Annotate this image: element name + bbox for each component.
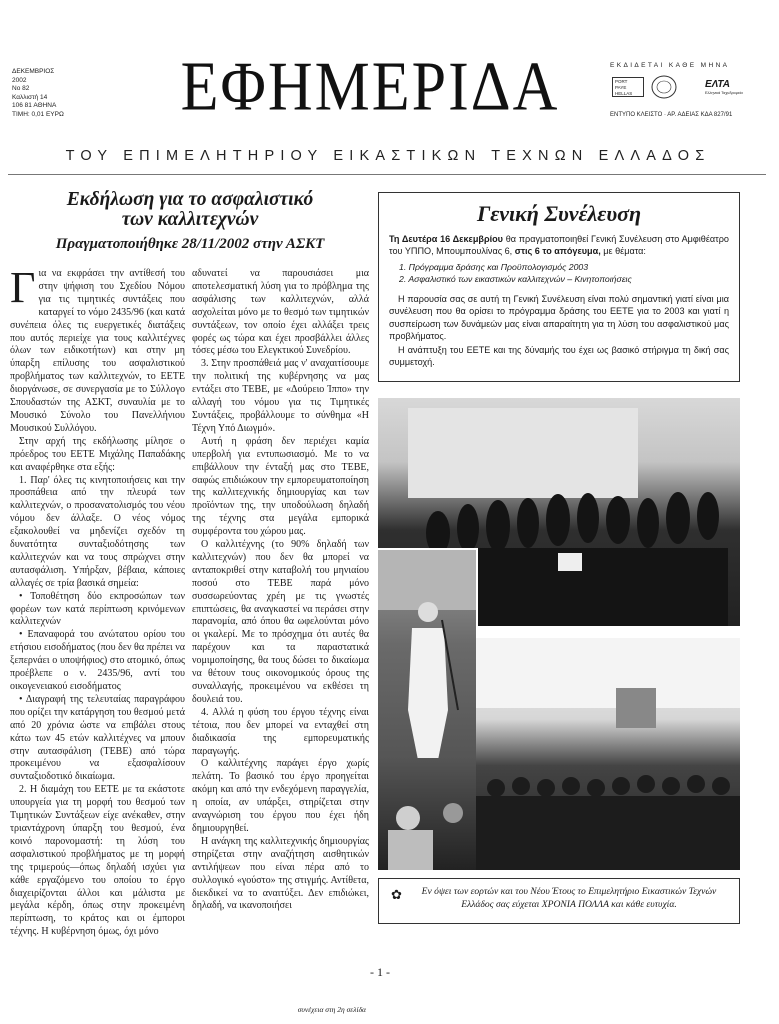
masthead-divider — [8, 174, 766, 175]
assembly-paragraph: Η ανάπτυξη του ΕΕΤΕ και της δύναμής του έχει ως βασικό στήριγμα τη δική σας συμμετοχή. — [389, 345, 729, 368]
article-paragraph: 1. Παρ' όλες τις κινητοποιήσεις και την προσπάθεια από την πλευρά των καλλιτεχνών, ο προσανατολισμός του νέου νόμου δεν άλλαξε. Ο νέος νόμος εξακολουθεί να μηδενίζει σχεδόν τη δυνατότητα συνταξιοδότησης των καλλιτεχνών και να τους σπρώχνει στην αυτασφάλιση. Υπήρξαν, βέβαια, κάποιες αλλαγές σε τρία βασικά σημεία: — [10, 474, 185, 589]
article-paragraph: Αυτή η φράση δεν περιέχει καμία υπερβολή για εντυπωσιασμό. Με το να επιβάλλουν την ένταξή μας στο ΤΕΒΕ, σαφώς επιδιώκουν την εμπορευματοποίηση της καλλιτεχνικής δημιουργίας και των προϊόντων της, την υποδούλωση δηλαδή της τέχνης στα μεγάλα εμπορικά συμφέροντα του χώρου μας. — [192, 435, 369, 538]
issue-number: Νο 82 — [12, 85, 30, 93]
issue-address-city: 106 81 ΑΘΗΝΑ — [12, 102, 57, 110]
audience-hall-photo — [476, 638, 740, 870]
article-paragraph: 4. Αλλά η φύση του έργου τέχνης είναι τέτοια, που δεν μπορεί να ενταχθεί στη διαδικασία της εμπορευματικής παραγωγής. — [192, 706, 369, 757]
article-paragraph: • Επαναφορά του ανώτατου ορίου του ετήσιου εισοδήματος (που δεν θα πρέπει να ξεπερνάει ο υποψήφιος) στο ατομικό, όπως προέβλεπε ο ν. 2435/96, αντί του οικογενειακού εισοδήματος — [10, 629, 186, 692]
agenda-item: 2. Ασφαλιστικό των εικαστικών καλλιτεχνών – Κινητοποιήσεις — [399, 274, 632, 284]
elta-logo: ΕΛΤΑ — [705, 79, 731, 90]
assembly-paragraph: Η παρουσία σας σε αυτή τη Γενική Συνέλευση είναι πολύ σημαντική γιατί είναι μια συνέλευση που θα ορίσει το πρόγραμμα δράσης του ΕΕΤΕ για το 2003 και γιατί η συσπείρωση των δυνάμεών μας είναι απαραίτητη για τη λύση του ασφαλιστικού μας προβλήματος. — [389, 294, 729, 341]
article-lead-text: ια να εκφράσει την αντίθεσή του στην ψήφιση του Σχεδίου Νόμου για τις τιμητικές συντάξεις που καταργεί το νόμο 2435/96 (και κατά συνέπεια όλες τις ευεργετικές διατάξεις που αυτός περιείχε για τους καλλιτέχνες όλων των ειδικοτήτων) και στην μη ύπαρξη επίλυσης του ασφαλιστικού προβλήματος των καλλιτεχνών, το ΕΕΤΕ διοργάνωσε, σε συνεργασία με το Σύλλογο Σπουδαστών της ΑΣΚΤ, συναυλία με το Μουσικό Σύνολο του Πανελλήνιου Μουσικού Συλλόγου. — [10, 268, 185, 434]
assembly-body — [389, 293, 729, 371]
stamp-line-2: PAYE — [615, 85, 627, 90]
issue-address-street: Καλλιστή 14 — [12, 93, 48, 101]
article-paragraph: 2. Η διαμάχη του ΕΕΤΕ με τα εκάστοτε υπουργεία για τη μορφή του θεσμού των Τιμητικών Συντάξεων είχε ανέκαθεν, στην τριαντάχρονη ύπαρξη του θεσμού, ένα κοινό παρονομαστή: τη λύση του ασφαλιστικού προβλήματος με τη μορφή της τριμερούς—όπως δηλαδή ισχύει για κάθε εργαζόμενο του οποίου το έργο διαχειρίζονται άλλοι και μάλιστα με μεγάλα κέρδη, όπως στην προκειμένη περίπτωση, το κράτος και οι έμποροι τέχνης. Η κυβέρνηση όμως, όχι μόνο — [10, 784, 185, 938]
postage-stamp — [612, 77, 644, 97]
issue-year: 2002 — [12, 76, 27, 84]
page-number: - 1 - — [370, 965, 390, 979]
assembly-title: Γενική Συνέλευση — [476, 201, 642, 226]
article-paragraph: Στην αρχή της εκδήλωσης μίλησε ο πρόεδρος του ΕΕΤΕ Μιχάλης Παπαδάκης και αναφέρθηκε στα εξής: — [10, 435, 185, 473]
assembly-time: στις 6 το απόγευμα, — [514, 246, 601, 257]
article-paragraph: • Τοποθέτηση δύο εκπροσώπων των φορέων των κατά περίπτωση κρινόμενων καλλιτεχνών — [10, 590, 185, 628]
elta-subtitle: Ελληνικά Ταχυδρομεία — [705, 91, 743, 95]
issue-month: ΔΕΚΕΜΒΡΙΟΣ — [12, 68, 55, 75]
article-paragraph — [10, 263, 185, 436]
audience-silhouettes — [476, 638, 740, 870]
article-paragraph: • Διαγραφή της τελευταίας παραγράφου που ορίζει την κατάργηση του θεσμού μετά από 20 χρόνια ώστε να επιβάλει στους κάτω των 45 ετών καλλιτέχνες να μπουν στην αυτασφάλιση (ΤΕΒΕ) από τώρα προκειμένου να εξασφαλίσουν συνταξιοδοτικό δικαίωμα. — [10, 693, 185, 783]
publication-frequency: ΕΚΔΙΔΕΤΑΙ ΚΑΘΕ ΜΗΝΑ — [610, 62, 730, 69]
masthead-subtitle: ΤΟΥ ΕΠΙΜΕΛΗΤΗΡΙΟΥ ΕΙΚΑΣΤΙΚΩΝ ΤΕΧΝΩΝ ΕΛΛΑΔΟΣ — [65, 148, 711, 164]
article-headline — [20, 190, 360, 230]
general-assembly-box — [378, 192, 740, 382]
issue-price: ΤΙΜΗ: 0,01 ΕΥΡΩ — [12, 110, 64, 118]
article-paragraph: Η ανάγκη της καλλιτεχνικής δημιουργίας στηρίζεται στην αναζήτηση αισθητικών αντιλήψεων που είναι πέρα από το συλλογικό «γούστο» της στιγμής. Αντίθετα, διεκδικεί να το αναιτύξει. Δεν επιδιώκει, δηλαδή, να ικανοποιήσει — [192, 835, 369, 912]
headline-line-2: των καλλιτεχνών — [121, 209, 259, 230]
holiday-greeting-box — [378, 878, 740, 924]
assembly-intro-end: με θέματα: — [600, 246, 646, 257]
article-column-2 — [192, 268, 369, 913]
holiday-greeting-text: Εν όψει των εορτών και του Νέου Έτους το Επιμελητήριο Εικαστικών Τεχνών Ελλάδος σας εύχεται ΧΡΟΝΙΑ ΠΟΛΛΑ και κάθε ευτυχία. — [421, 886, 717, 910]
stamp-line-1: PORT — [615, 79, 628, 84]
masthead-title: ΕΦΗΜΕΡΙΔΑ — [180, 49, 560, 126]
assembly-intro — [389, 233, 729, 258]
agenda-item: 1. Πρόγραμμα δράσης και Προϋπολογισμός 2003 — [399, 262, 589, 272]
assembly-date: Τη Δευτέρα 16 Δεκεμβρίου — [389, 234, 503, 244]
continued-note: συνέχεια στη 2η σελίδα — [297, 1005, 366, 1014]
article-subhead: Πραγματοποιήθηκε 28/11/2002 στην ΑΣΚΤ — [55, 236, 325, 252]
postmark-icon — [650, 74, 678, 100]
article-paragraph: αδυνατεί να παρουσιάσει μια αποτελεσματική λύση για το πρόβλημα της ασφάλισης των καλλιτεχνών, αλλά ασχολείται μόνο με το θεσμό των τιμητικών συντάξεων, τον οποίο έχει αλλάξει τρεις φορές ως τώρα και έχει προσβάλλει άλλες τόσες μέσω του Ελεγκτικού Συνεδρίου. — [192, 268, 369, 357]
article-paragraph: 3. Στην προσπάθειά μας ν' αναχαιτίσουμε την πολιτική της κυβέρνησης να μας εντάξει στο ΤΕΒΕ, με «Δούρειο Ίππο» την αλλαγή του νόμου για τις Τιμητικές Συντάξεις, προβάλλουμε το σύνθημα «Η Τέχνη Υπό Διωγμό». — [192, 358, 369, 434]
issue-info — [12, 68, 102, 120]
stamp-line-3: HELLAS — [615, 91, 633, 96]
article-paragraph: Ο καλλιτέχνης (το 90% δηλαδή των καλλιτεχνών) που δεν θα μπορεί να ανταποκριθεί στην καταβολή του μηνιαίου ποσού στο ΤΕΒΕ παρά μόνο συσσωρεύοντας χρέη με τις γνωστές επιπτώσεις, θα αναγκαστεί να περάσει στην παρανομία, από όπου θα ωφελούνται μόνο οι γκαλερί. Με το πρόσχημα ότι αυτές θα παρέχουν και τα παραστατικά νομιμοποίησης, θα τους δώσει το δικαίωμα να θέτουν τους οικονομικούς όρους της συναλλαγής, προκειμένου να εκθέσει τη δουλειά του. — [192, 539, 369, 705]
assembly-venue: θα πραγματοποιηθεί Γενική Συνέλευση στο Αμφιθέατρο του ΥΠΠΟ, Μπουμπουλίνας 6, — [389, 234, 729, 257]
headline-line-1: Εκδήλωση για το ασφαλιστικό — [66, 189, 314, 210]
speaker-photo — [378, 548, 478, 760]
speaker-figure — [378, 550, 476, 760]
assembly-agenda — [399, 261, 729, 285]
audience-front-photo — [378, 758, 476, 870]
article-paragraph: Ο καλλιτέχνης παράγει έργο χωρίς πελάτη. Το βασικό του έργο προηγείται ακόμη και από την ενδεχόμενη παραγγελία, η οποία, αν υπάρξει, στηρίζεται στην αναγνώριση του έργου που έχει ήδη δημιουργηθεί. — [192, 758, 369, 834]
drop-cap: Γ — [10, 263, 36, 312]
audience-front-figures — [378, 758, 476, 870]
article-column-1 — [10, 263, 186, 939]
holly-ornament-icon: ✿ — [391, 887, 402, 902]
postal-permit: ΕΝΤΥΠΟ ΚΛΕΙΣΤΟ · ΑΡ. ΑΔΕΙΑΣ ΚΔΑ 827/91 — [610, 112, 733, 118]
